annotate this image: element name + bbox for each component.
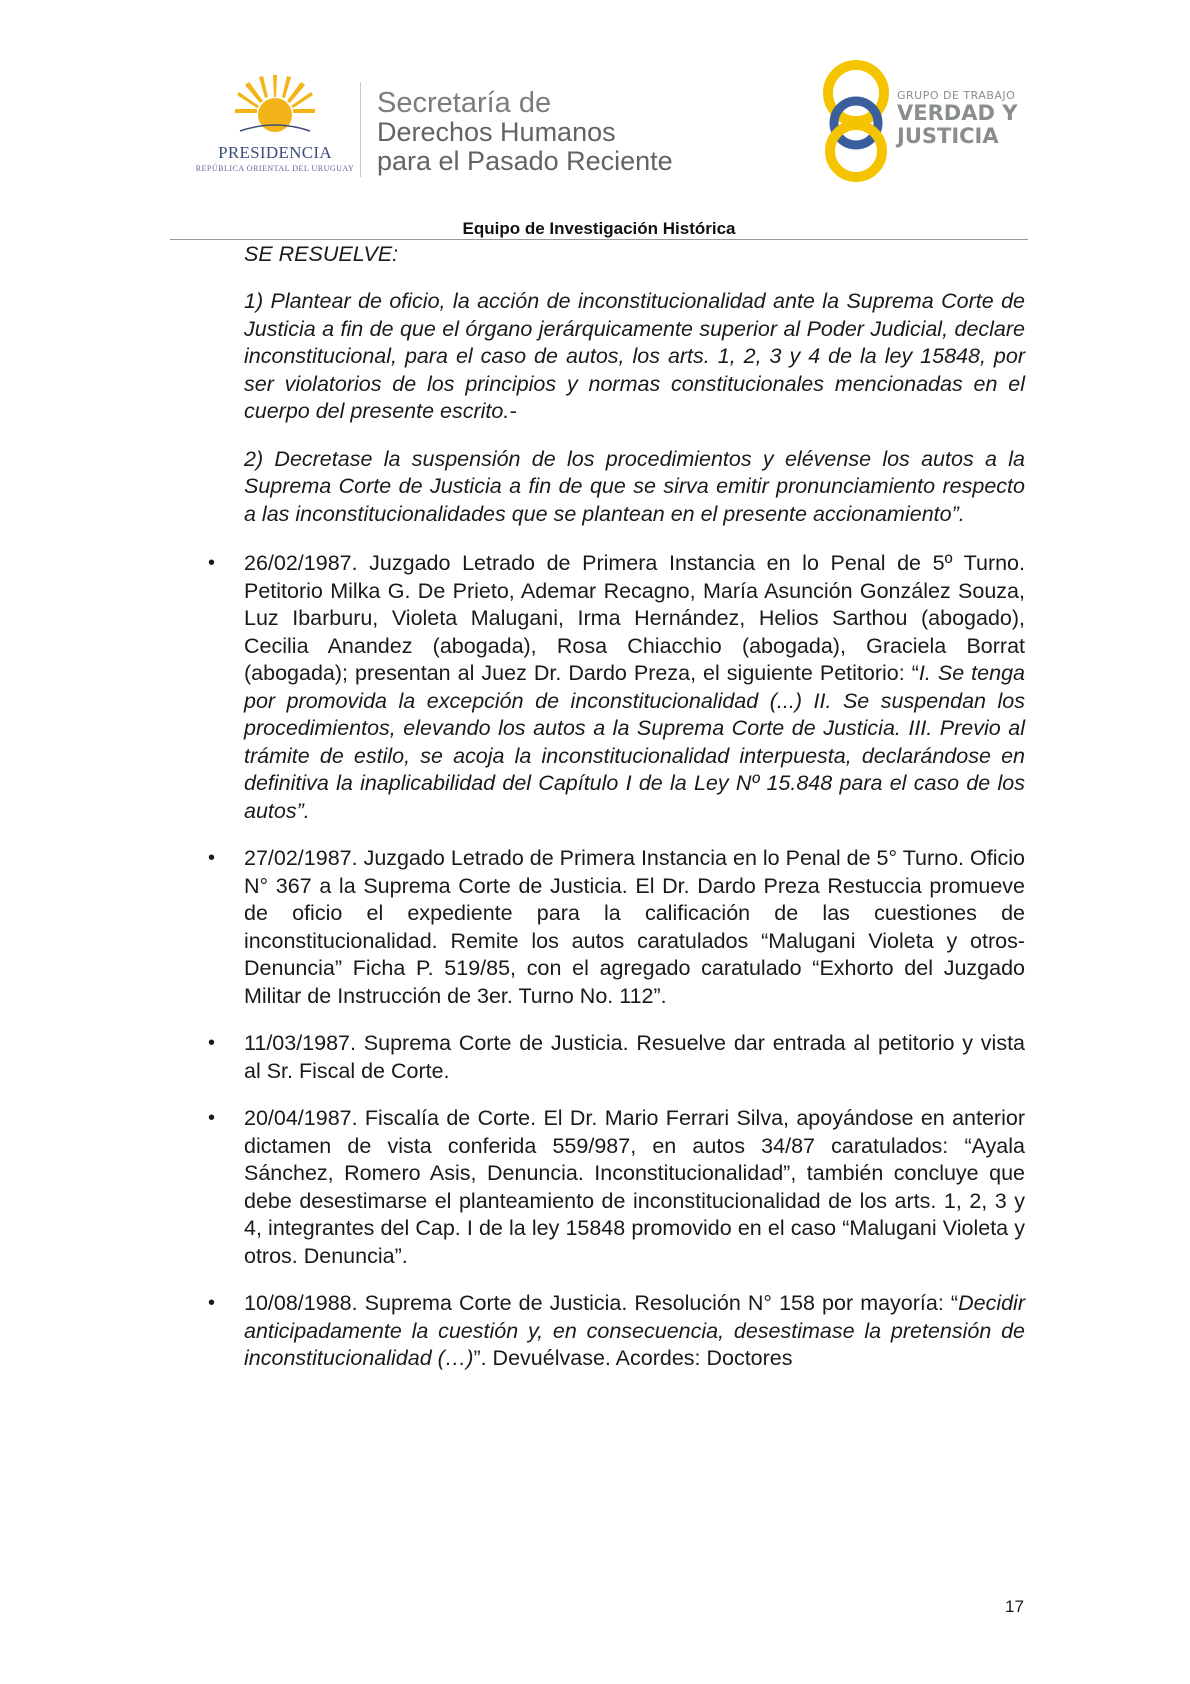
list-item bbox=[208, 1290, 1025, 1373]
secretaria-line-3: para el Pasado Reciente bbox=[377, 146, 673, 176]
bullet-icon: • bbox=[208, 847, 216, 869]
resuelve-heading: SE RESUELVE: bbox=[244, 242, 399, 266]
item-text-part: ”. Devuélvase. Acordes: Doctores bbox=[473, 1346, 793, 1370]
grupo-line-1: GRUPO DE TRABAJO bbox=[897, 89, 1016, 102]
secretaria-line-2: Derechos Humanos bbox=[377, 117, 616, 147]
list-item bbox=[208, 1030, 1025, 1085]
chronology-list bbox=[208, 550, 1025, 1373]
secretaria-logo-text bbox=[377, 88, 673, 176]
grupo-line-2: VERDAD Y bbox=[897, 101, 1018, 125]
page-header bbox=[0, 0, 1190, 240]
bullet-icon: • bbox=[208, 1107, 216, 1129]
item-text: 20/04/1987. Fiscalía de Corte. El Dr. Mario Ferrari Silva, apoyándose en anterior dictamen de vista conferida 559/987, en autos 34/87 caratulados: “Ayala Sánchez, Romero Asis, Denuncia. Inconstitucionalidad”, también concluye que debe desestimarse el planteamiento de inconstitucionalidad de los arts. 1, 2, 3 y 4, integrantes del Cap. I de la ley 15848 promovido en el caso “Malugani Violeta y otros. Denuncia”. bbox=[244, 1106, 1025, 1268]
verdad-justicia-logo bbox=[820, 55, 1030, 185]
sun-emblem-icon bbox=[235, 75, 315, 143]
list-item bbox=[208, 845, 1025, 1010]
grupo-trabajo-text bbox=[897, 89, 1017, 148]
presidencia-subtitle: REPÚBLICA ORIENTAL DEL URUGUAY bbox=[195, 164, 355, 173]
list-item bbox=[208, 1105, 1025, 1270]
item-text bbox=[244, 1290, 1025, 1373]
item-quote: I. Se tenga por promovida la excepción de inconstitucionalidad (...) II. Se suspendan los procedimientos, elevando los autos a la Suprema Corte de Justicia. III. Previo al trámite de estilo, se acoja la inconstitucionalidad interpuesta, declarándose en definitiva la inaplicabilidad del Capítulo I de la Ley Nº 15.848 para el caso de los autos”. bbox=[244, 661, 1025, 823]
bullet-icon: • bbox=[208, 1032, 216, 1054]
bullet-icon: • bbox=[208, 1292, 216, 1314]
item-quote: Decidir anticipadamente la cuestión y, en consecuencia, desestimase la pretensión de inconstitucionalidad (…) bbox=[244, 1291, 1025, 1370]
item-text: 11/03/1987. Suprema Corte de Justicia. Resuelve dar entrada al petitorio y vista al Sr. Fiscal de Corte. bbox=[244, 1031, 1025, 1083]
document-body bbox=[208, 240, 1025, 1393]
resolution-point-2: 2) Decretase la suspensión de los procedimientos y elévense los autos a la Suprema Corte de Justicia a fin de que se sirva emitir pronunciamiento respecto a las inconstitucionalidades que se plantean en el presente accionamiento”. bbox=[244, 446, 1025, 526]
interlocking-rings-icon bbox=[820, 55, 900, 185]
item-text: 27/02/1987. Juzgado Letrado de Primera Instancia en lo Penal de 5° Turno. Oficio N° 367 a la Suprema Corte de Justicia. El Dr. Dardo Preza Restuccia promueve de oficio el expediente para la calificación de las cuestiones de inconstitucionalidad. Remite los autos caratulados “Malugani Violeta y otros-Denuncia” Ficha P. 519/85, con el agregado caratulado “Exhorto del Juzgado Militar de Instrucción de 3er. Turno No. 112”. bbox=[244, 846, 1025, 1008]
header-divider bbox=[360, 82, 361, 177]
bullet-icon: • bbox=[208, 552, 216, 574]
item-text-part: 10/08/1988. Suprema Corte de Justicia. Resolución N° 158 por mayoría: “ bbox=[244, 1291, 959, 1315]
grupo-line-3: JUSTICIA bbox=[897, 124, 999, 148]
resolution-point-1: 1) Plantear de oficio, la acción de inconstitucionalidad ante la Suprema Corte de Justicia a fin de que el órgano jerárquicamente superior al Poder Judicial, declare inconstitucional, para el caso de autos, los arts. 1, 2, 3 y 4 de la ley 15848, por ser violatorios de los principios y normas constitucionales mencionadas en el cuerpo del presente escrito.- bbox=[244, 289, 1025, 423]
list-item bbox=[208, 550, 1025, 825]
secretaria-line-1: Secretaría de bbox=[377, 87, 552, 119]
presidencia-logo bbox=[190, 75, 360, 180]
team-title: Equipo de Investigación Histórica bbox=[462, 219, 736, 238]
item-text-part: 26/02/1987. Juzgado Letrado de Primera Instancia en lo Penal de 5º Turno. Petitorio Milka G. De Prieto, Ademar Recagno, María Asunción González Souza, Luz Ibarburu, Violeta Malugani, Irma Hernández, Helios Sarthou (abogado), Cecilia Anandez (abogada), Rosa Chiacchio (abogada), Graciela Borrat (abogada); presentan al Juez Dr. Dardo Preza, el siguiente Petitorio: “ bbox=[244, 551, 1025, 685]
page-number: 17 bbox=[1005, 1597, 1024, 1616]
presidencia-name: PRESIDENCIA bbox=[218, 143, 332, 162]
item-text bbox=[244, 550, 1025, 825]
